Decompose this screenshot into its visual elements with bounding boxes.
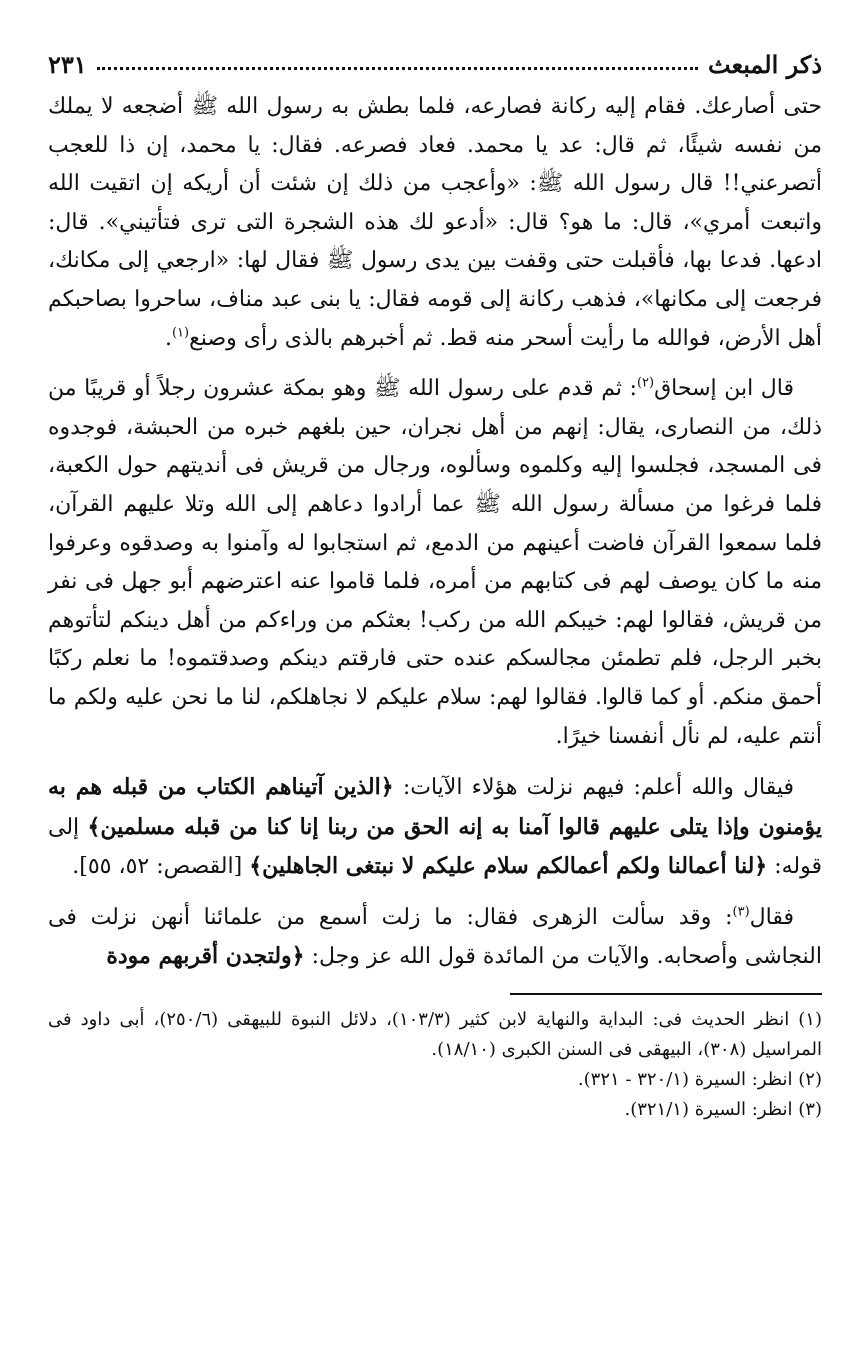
footnote-ref-2[interactable]: (٢) <box>636 375 655 391</box>
paragraph-start: فيقال والله أعلم: فيهم نزلت هؤلاء الآيات: <box>393 775 794 801</box>
paragraph-text: : وقد سألت الزهرى فقال: ما زلت أسمع من علمائنا أنهن نزلت فى النجاشى وأصحابه. والآيات من المائدة قول الله عز وجل: <box>48 904 822 970</box>
footnote-ref-3[interactable]: (٣) <box>732 904 750 920</box>
footnote-ref-1[interactable]: (١) <box>171 325 190 341</box>
paragraph-verses <box>48 768 822 887</box>
paragraph-text: حتى أصارعك. فقام إليه ركانة فصارعه، فلما بطش به رسول الله ﷺ أضجعه لا يملك من نفسه شيئًا، ثم قال: عد يا محمد. فعاد فصرعه. فقال: يا محمد، إن ذا للعجب أتصرعني!! قال رسول الله ﷺ: «وأعجب من ذلك إن شئت أن أريكه إن اتقيت الله واتبعت أمري»، قال: ما هو؟ قال: «أدعو لك هذه الشجرة التى ترى فتأتيني». قال: ادعها. فدعا بها، فأقبلت حتى وقفت بين يدى رسول ﷺ فقال لها: «ارجعي إلى مكانك، فرجعت إلى مكانها»، فذهب ركانة إلى قومه فقال: يا بنى عبد مناف، ساحروا بصاحبكم أهل الأرض، فوالله ما رأيت أسحر منه قط. ثم أخبرهم بالذى رأى وصنع <box>48 94 822 351</box>
footnote-separator <box>510 993 822 995</box>
quran-verse: ﴿لنا أعمالنا ولكم أعمالكم سلام عليكم لا نبتغى الجاهلين﴾ <box>249 853 768 880</box>
leader-dots <box>97 59 698 70</box>
quran-verse: ﴿ولتجدن أقربهم مودة <box>106 943 305 970</box>
paragraph-zuhri <box>48 899 822 977</box>
paragraph-start: فقال <box>749 904 794 930</box>
footnote-1: (١) انظر الحديث فى: البداية والنهاية لابن كثير (١٠٣/٣)، دلائل النبوة للبيهقى (٢٥٠/٦)، أبى داود فى المراسيل (٣٠٨)، البيهقى فى السنن الكبرى (١٨/١٠). <box>48 1009 822 1061</box>
quran-verse: ﴿الذين آتيناهم الكتاب من قبله هم به يؤمنون وإذا يتلى عليهم قالوا آمنا به إنه الحق من ربنا إنا كنا من قبله مسلمين﴾ <box>48 774 822 840</box>
verse-citation: [القصص: ٥٢، ٥٥]. <box>72 854 250 880</box>
paragraph-ibn-ishaq <box>48 370 822 756</box>
chapter-title: ذكر المبعث <box>708 49 822 79</box>
paragraph-end: . <box>164 325 172 351</box>
page-number: ٢٣١ <box>48 49 87 79</box>
footnote-2: (٢) انظر: السيرة (٣٢٠/١ - ٣٢١). <box>577 1069 822 1091</box>
running-header <box>48 44 822 84</box>
paragraph-start: قال ابن إسحاق <box>654 376 794 402</box>
paragraph-text: : ثم قدم على رسول الله ﷺ وهو بمكة عشرون رجلاً أو قريبًا من ذلك، من النصارى، يقال: إنهم من أهل نجران، حين بلغهم خبره من الحبشة، فوجدوه فى المسجد، فجلسوا إليه وكلموه وسألوه، ورجال من قريش فى أنديتهم حول الكعبة، فلما فرغوا من مسألة رسول الله ﷺ عما أرادوا دعاهم إلى الله وتلا عليهم القرآن، فلما سمعوا القرآن فاضت أعينهم من الدمع، ثم استجابوا له وآمنوا به وصدقوه وعرفوا منه ما كان يوصف لهم فى كتابهم من أمره، فلما قاموا عنه اعترضهم أبو جهل فى نفر من قريش، فقالوا لهم: خيبكم الله من ركب! بعثكم من وراءكم من أهل دينكم لتأتوهم بخبر الرجل، فلم تطمئن مجالسكم عنده حتى فارقتم دينكم وصدقتموه! ما نعلم ركبًا أحمق منكم. أو كما قالوا. فقالوا لهم: سلام عليكم لا نجاهلكم، لنا ما نحن عليه ولكم ما أنتم عليه، لم نأل أنفسنا خيرًا. <box>48 376 822 749</box>
paragraph-rukana-story <box>48 88 822 358</box>
paragraph-connector: إلى قوله: <box>48 814 822 880</box>
footnote-3: (٣) انظر: السيرة (٣٢١/١). <box>624 1099 822 1121</box>
